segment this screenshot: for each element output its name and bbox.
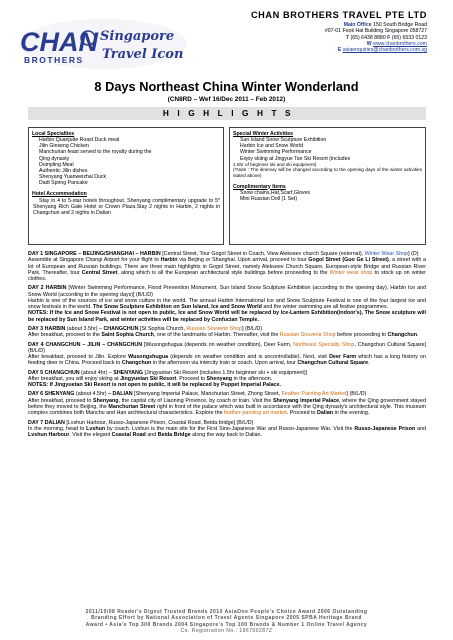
specialty-item: Jilin Ginseng Chicken xyxy=(39,143,89,150)
highlights-left-box xyxy=(28,127,224,245)
address-line: #07-01 Fook Hai Building Singapore 058727 xyxy=(324,28,427,35)
logo-brothers-text: BROTHERS xyxy=(24,55,84,65)
awards-line: Award • Asia's Top 300 Brands 2004 Singapore's Top 100 Brands & Number 1 Online Travel Agency xyxy=(85,621,368,628)
day-7: DAY 7 DALIAN [Lvshun Harbour, Russo-Japanese Prison, Coastal Road, Beida bridge] (B/L/D) In the morning, head to Lvshun by coach. Lvshun is the main site for the First Sino-Japanese War and Russo-Japanese War. Visit the Russo-Japanese Prison and Lvshun Harbour. Visit the elegant Coastal Road and Beida Bridge along the way back to Dalian. xyxy=(28,419,426,439)
email-link[interactable]: asiaenquiries@chanbrothers.com.sg xyxy=(342,47,427,54)
tour-code: (CN8RD – Wef 16/Dec 2011 – Feb 2012) xyxy=(167,96,286,103)
awards-line: Branding Effort by National Association of Travel Agents Singapore 2005 SPBA Heritage Brand xyxy=(91,615,362,622)
day-6: DAY 6 SHENYANG (about 4.5hr) – DALIAN [Shenyang Imperial Palace, Manchurian Street, Zhong Street, Feather Painting Art Market] (B/L/D) After breakfast, proceed to Shenyang, the capital city of Liaoning Province, by coach or train. Visit the Shenyang Imperial Palace, where the Qing government stayed before they moved to Beijing, the Manchurian Street right in front of the palace which was built in accordance with the Qing dynasty's architectural style. This museum complex combines both Manchu and Han architectural characteristics. Explore the feather-painting art market. Proceed to Dalian in the evening. xyxy=(28,391,426,417)
complimentary-item: Snow chains,Hat,Scarf,Gloves xyxy=(240,189,311,196)
specialty-item: Qing dynasty xyxy=(39,155,70,162)
day-1: DAY 1 SINGAPORE – BEIJING/SHANGHAI – HARBIN [Central Street, Tour Gogol Street in Coach, View Alekseev church Square (external), Winter Wear Shop] (D) Assemble at Singapore Changi Airport for your flight to Harbin via Beijing or Shanghai. Upon arrival, proceed to tour Gogol Street (Guo Ge Li Street), a street with a lot of European and Russian buildings. There are three main highlights in Gogol Street, namely Alekseev Church Square, European-style Bridge and Russian River Park. Thereafter, tour Central Street, along which is all the European architectural style buildings before proceeding to the Winter wear shop to stock up on winter clothes. xyxy=(28,251,427,282)
day-2-notes: NOTES: If the Ice and Snow Festival is not open to public, Ice and Snow World will be replaced by Ice-Lantern Exhibition(indoor's), The Snow sculpture will be replaced by Sun Island Park, and winter activities will be replaced by Confucian Temple. xyxy=(28,310,426,323)
company-name: CHAN BROTHERS TRAVEL PTE LTD xyxy=(250,10,427,20)
winter-item: Enjoy skiing at Jingyue Tan Ski Resort (includes xyxy=(240,155,351,162)
highlights-right-box xyxy=(229,127,426,245)
itinerary-note: (*Note : The itinerary will be changed according to the opening days of the winter activities stated above) xyxy=(233,167,422,178)
winter-item: Winter Swimming Performance xyxy=(240,149,312,156)
logo-chan-text: CHAN xyxy=(20,27,98,57)
specialty-item: Authentic Jilin dishes xyxy=(39,167,88,174)
awards-footer xyxy=(0,609,453,635)
website-link[interactable]: www.chanbrothers.com xyxy=(373,40,427,47)
winter-item: Sun Island Snow Sculpture Exhibition xyxy=(240,137,327,144)
company-info xyxy=(251,10,427,53)
specialty-item: Manchurian feast served to the royalty during the xyxy=(39,149,152,156)
awards-line: 2011/10/08 Reader's Digest Trusted Brands 2010 AsiaOne People's Choice Award 2006 Outstanding xyxy=(85,609,368,615)
main-office-line: Main Office 150 South Bridge Road xyxy=(343,22,427,28)
specialty-item: Shenyang Yuanweizhai Duck xyxy=(39,174,107,181)
hotel-title: Hotel Accommodation xyxy=(32,191,87,198)
winter-activities-title: Special Winter Activities xyxy=(233,131,294,137)
page-title: 8 Days Northeast China Winter Wonderland xyxy=(94,79,359,94)
winter-item: Harbin Ice and Snow World xyxy=(240,143,304,150)
itinerary xyxy=(28,251,426,441)
day-2: DAY 2 HARBIN [Winter Swimming Performance, Flood Prevention Monument, Sun Island Snow Sculpture Exhibition (according to the opening day), Harbin Ice and Snow World (according to the opening days)] (B/L/D) Harbin is one of the sources of ice and snow culture in the world. The annual Harbin International Ice and Snow Sculpture Festival is one of the four largest ice and snow festivals in the world. The Snow Sculpture Exhibition on Sun Island, Ice and Snow World and the winter swimming are all festive programmes. NOTES: If the Ice and Snow Festival is not open to public, Ice and Snow World will be replaced by Ice-Lantern Exhibition(indoor's), The Snow sculpture will be replaced by Sun Island Park, and winter activities will be replaced by Confucian Temple. xyxy=(28,285,426,323)
hotel-text: Stay in 4 to 5-star hotels throughout, Shenyang complimentary upgrade to 5* Shenyang Rich Gate Hotel or Crown Plaza,Stay 2 nights in Harbin, 2 nights in Changchun and 2 nights in Dalian xyxy=(33,197,220,216)
day-3: DAY 3 HARBIN (about 3.5hr) – CHANGCHUN [St Sophia Church, Russian Souvenir Shop] (B/L/D) After breakfast, proceed to the Saint Sophia Church, one of the landmarks of Harbin. Thereafter, visit the Russian Souvenir Shop before proceeding to Changchun. xyxy=(28,325,419,339)
registration-number: Co. Registration No.: 196700287Z xyxy=(180,628,273,635)
email-line: E asiaenquiries@chanbrothers.com.sg xyxy=(337,47,427,54)
day-4: DAY 4 CHANGCHUN – JILIN – CHANGCHUN [Wusongshugua (depends on weather condition), Deer Farm, Northeast Specialty Shop, Changchun Cultural Square] (B/L/D) After breakfast, proceed to Jilin. Explore Wusongshugua (depends on weather condition and is uncontrollable). Next, visit Deer Farm which has a long history on feeding deer in China. Proceed back to Changchun in the afternoon via intercity train or coach. Upon arrival, tour Changchun Cultural Square. xyxy=(28,341,426,367)
specialty-item: Dumpling Meal xyxy=(39,161,74,168)
day-5-notes: NOTES: If Jingyuetan Ski Resort is not open to public, it will be replaced by Puppet Imperial Palace. xyxy=(28,382,281,389)
complimentary-item: Mini Russian Doll (1 Set) xyxy=(240,195,298,202)
phone-line: T (65) 6438 8880 F (65) 6533 0123 xyxy=(345,34,427,41)
logo-travel-icon-text: Travel Icon xyxy=(102,47,184,62)
chan-brothers-logo xyxy=(18,18,188,70)
specialty-item: Dadi Spring Pancake xyxy=(39,180,88,187)
winter-item-cont: 1.5hr of beginner ski and ski equipment) xyxy=(233,161,317,167)
complimentary-title: Complimentary Items xyxy=(233,183,286,190)
highlights-bar: HIGHLIGHTS xyxy=(28,107,426,120)
specialty-item: Harbin Quanjude Roast Duck meal xyxy=(39,137,120,144)
day-5: DAY 5 CHANGCHUN (about 4hr) – SHENYANG [Jingyuetan Ski Resort (includes 1.5hr beginner ski + ski equipment)] After breakfast, you will enjoy skiing at Jingyuetan Ski Resort. Proceed to Shenyang in the afternoon. NOTES: If Jingyuetan Ski Resort is not open to public, it will be replaced by Puppet Imperial Palace. xyxy=(28,370,426,389)
web-line: W www.chanbrothers.com xyxy=(366,40,427,47)
local-specialties-title: Local Specialties xyxy=(32,131,75,137)
logo-singapore-text: Singapore xyxy=(100,29,175,44)
